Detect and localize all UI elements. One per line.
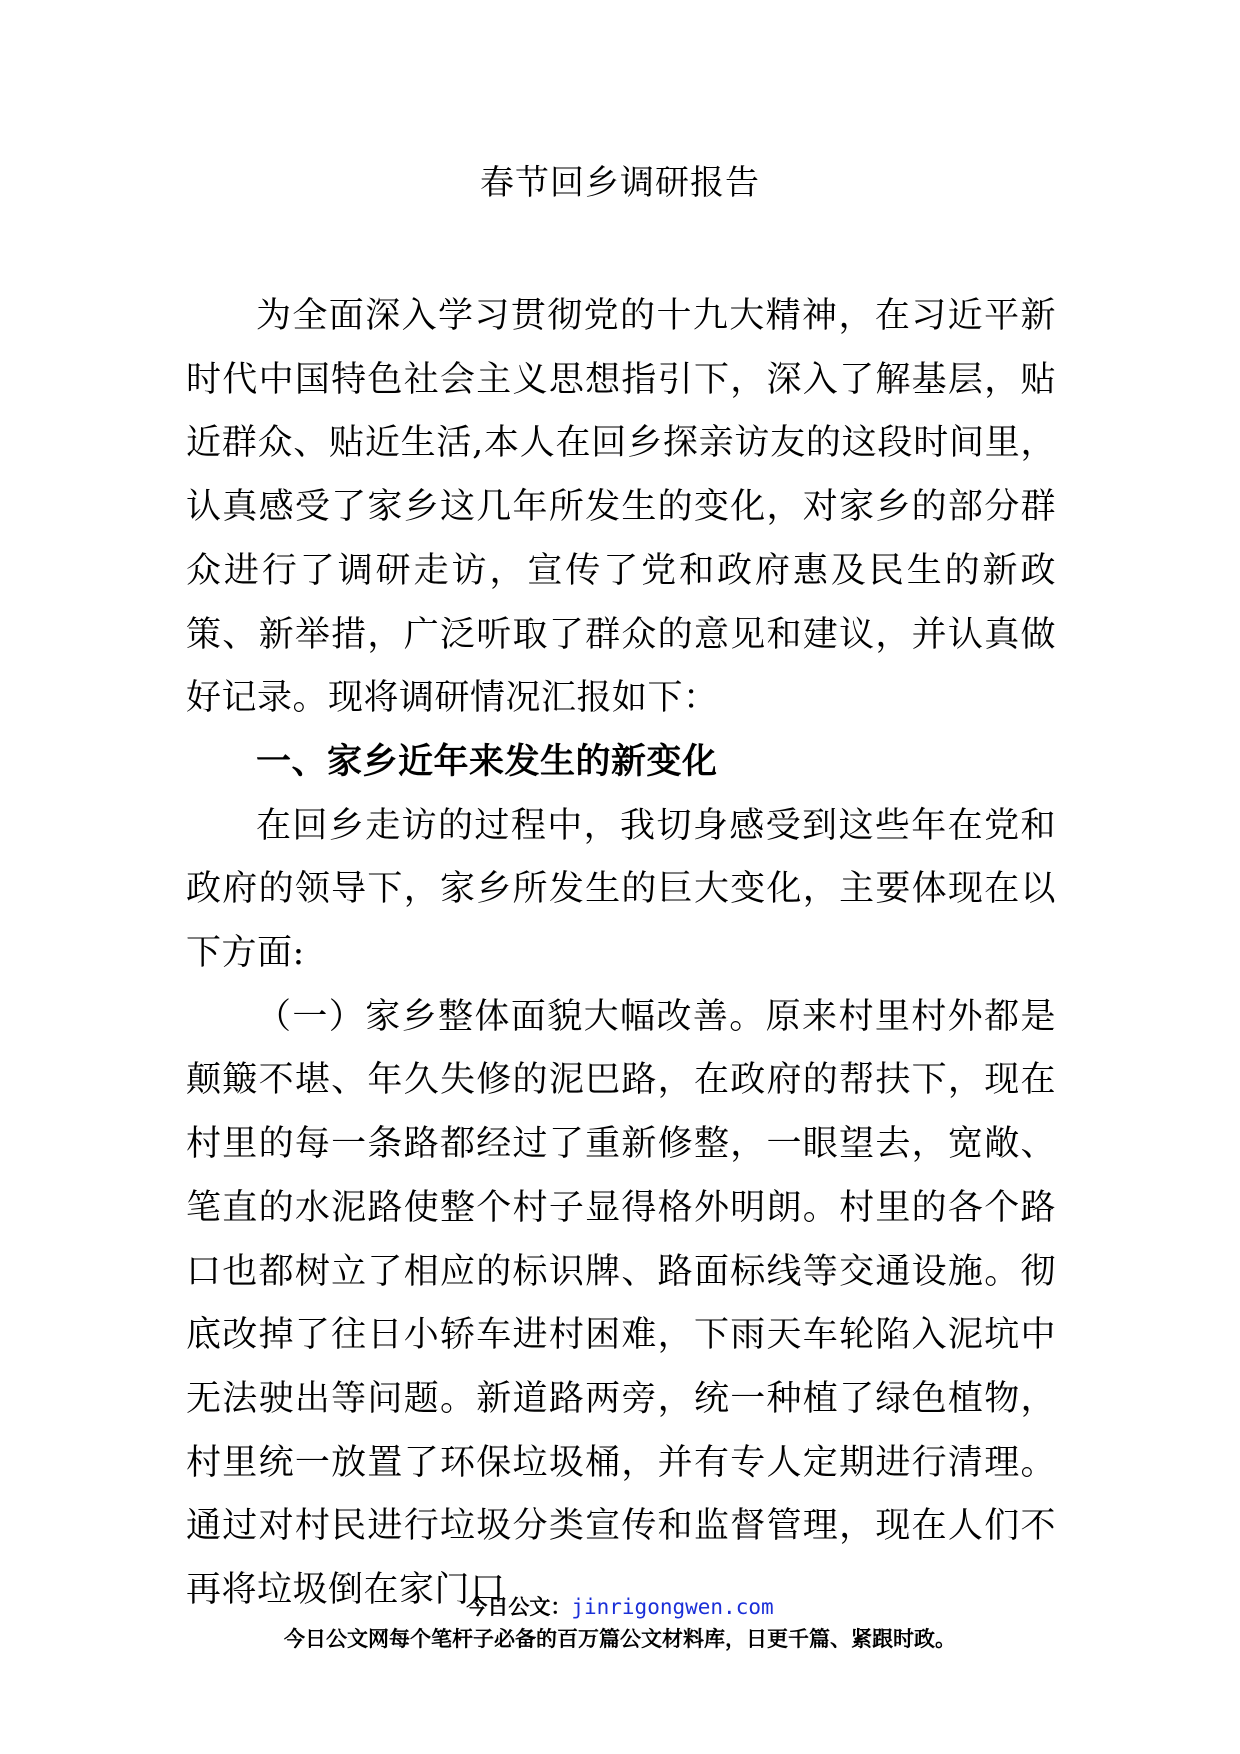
site-footer [0, 1592, 1240, 1656]
subsection-1-heading: （一）家乡整体面貌大幅改善。 [256, 996, 766, 1037]
document-body [186, 285, 1056, 1623]
footer-slogan: 今日公文网每个笔杆子必备的百万篇公文材料库，日更千篇、紧跟时政。 [284, 1627, 956, 1651]
subsection-1-text: 原来村里村外都是颠簸不堪、年久失修的泥巴路，在政府的帮扶下，现在村里的每一条路都经过了重新修整，一眼望去，宽敞、笔直的水泥路使整个村子显得格外明朗。村里的各个路口也都树立了相应的标识牌、路面标线等交通设施。彻底改掉了往日小轿车进村困难，下雨天车轮陷入泥坑中无法驶出等问题。新道路两旁，统一种植了绿色植物，村里统一放置了环保垃圾桶，并有专人定期进行清理。通过对村民进行垃圾分类宣传和监督管理，现在人们不再将垃圾倒在家门口 [186, 996, 1056, 1611]
section-1-heading: 一、家乡近年来发生的新变化 [256, 741, 718, 782]
footer-site-line [0, 1592, 1240, 1622]
subsection-1-paragraph [186, 986, 1056, 1623]
intro-paragraph: 为全面深入学习贯彻党的十九大精神，在习近平新时代中国特色社会主义思想指引下，深入了解基层，贴近群众、贴近生活,本人在回乡探亲访友的这段时间里，认真感受了家乡这几年所发生的变化，对家乡的部分群众进行了调研走访，宣传了党和政府惠及民生的新政策、新举措，广泛听取了群众的意见和建议，并认真做好记录。现将调研情况汇报如下： [186, 296, 1056, 719]
footer-site-label: 今日公文： [466, 1595, 572, 1619]
document-title: 春节回乡调研报告 [480, 163, 760, 203]
footer-site-link[interactable]: jinrigongwen.com [571, 1595, 774, 1619]
section-1-paragraph: 在回乡走访的过程中，我切身感受到这些年在党和政府的领导下，家乡所发生的巨大变化，主要体现在以下方面: [186, 805, 1056, 974]
